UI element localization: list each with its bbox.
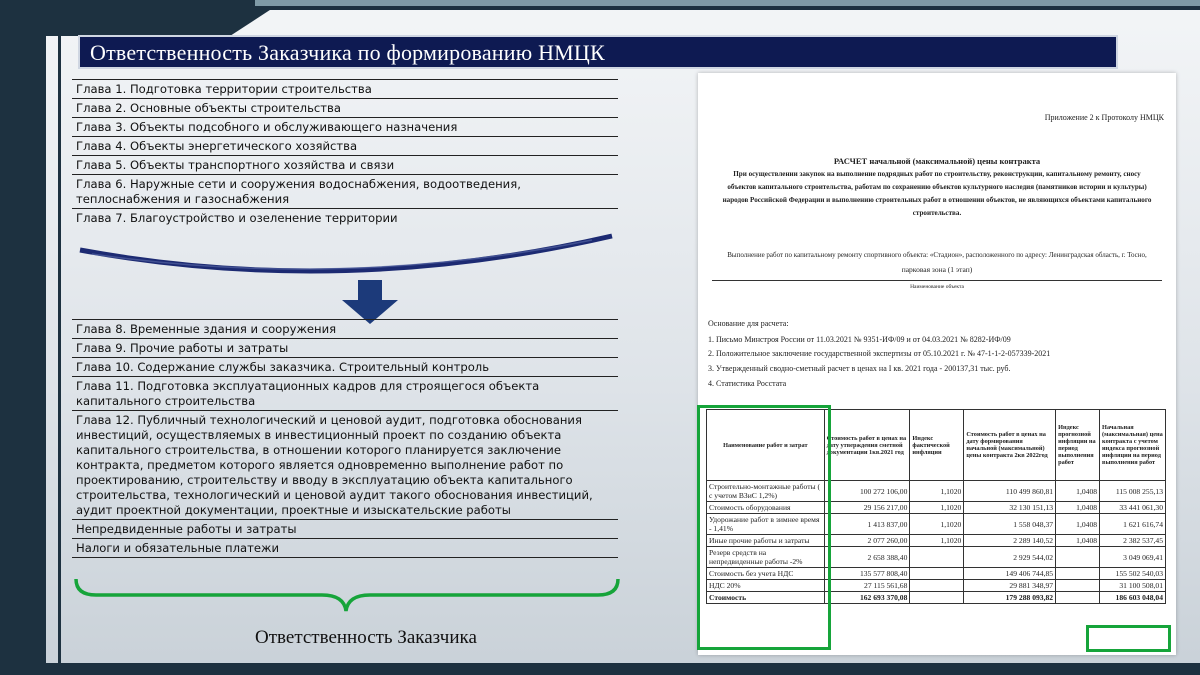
doc-object-caption: Наименование объекта (910, 284, 964, 290)
highlight-box-total (1086, 625, 1171, 652)
table-cell: НДС 20% (707, 580, 825, 592)
chapter-row: Глава 3. Объекты подсобного и обслуживающего назначения (72, 118, 618, 137)
chapter-row: Непредвиденные работы и затраты (72, 520, 618, 539)
table-cell: 2 289 140,52 (964, 535, 1056, 547)
table-cell: 115 008 255,13 (1100, 481, 1166, 502)
table-header-cell: Начальная (максимальная) цена контракта с учетом индекса прогнозной инфляции на период выполнения работ (1100, 410, 1166, 481)
table-cell: 110 499 860,81 (964, 481, 1056, 502)
table-cell: 2 929 544,02 (964, 547, 1056, 568)
doc-subheading-line: объектов капитального строительства, работам по сохранению объектов культурного наследия (памятников истории и культуры) (727, 183, 1147, 191)
table-cell: 1,0408 (1056, 514, 1100, 535)
doc-subheading-line: народов Российской Федерации и выполнению строительных работ в отношении объектов, не являющихся объектами капитального (722, 196, 1152, 204)
table-header-cell: Индекс фактической инфляции (910, 410, 964, 481)
chapter-row: Глава 6. Наружные сети и сооружения водоснабжения, водоотведения, теплоснабжения и газоснабжения (72, 175, 618, 209)
table-cell: 162 693 370,08 (824, 592, 910, 604)
doc-divider (712, 280, 1162, 281)
table-cell: 2 077 260,00 (824, 535, 910, 547)
chapter-row: Глава 11. Подготовка эксплуатационных кадров для строящегося объекта капитального строительства (72, 377, 618, 411)
table-header-cell: Стоимость работ в ценах на дату утверждения сметной документации 1кв.2021 год (824, 410, 910, 481)
doc-subheading-line: строительства. (912, 209, 962, 217)
table-cell: 33 441 061,30 (1100, 502, 1166, 514)
table-cell: 1,1020 (910, 535, 964, 547)
table-cell: 2 382 537,45 (1100, 535, 1166, 547)
table-cell: Резерв средств на непредвиденные работы -2% (707, 547, 825, 568)
doc-basis-item: 2. Положительное заключение государственной экспертизы от 05.10.2021 г. № 47-1-1-2-057339-2021 (708, 349, 1051, 358)
table-cell: 186 603 048,04 (1100, 592, 1166, 604)
table-cell: Стоимость без учета НДС (707, 568, 825, 580)
left-line (58, 0, 61, 675)
table-cell: 29 881 348,97 (964, 580, 1056, 592)
chapter-row: Глава 2. Основные объекты строительства (72, 99, 618, 118)
doc-basis-title: Основание для расчета: (708, 319, 789, 328)
chapter-row: Глава 1. Подготовка территории строительства (72, 79, 618, 99)
table-cell: 179 288 093,82 (964, 592, 1056, 604)
chapter-row: Глава 10. Содержание службы заказчика. Строительный контроль (72, 358, 618, 377)
doc-object-line: парковая зона (1 этап) (901, 265, 973, 274)
table-header-cell: Стоимость работ в ценах на дату формирования начальной (максимальной) цены контракта 2кв 2022год (964, 410, 1056, 481)
table-cell: 3 049 069,41 (1100, 547, 1166, 568)
table-cell (910, 568, 964, 580)
table-cell (910, 592, 964, 604)
chapter-row: Глава 12. Публичный технологический и ценовой аудит, подготовка обоснования инвестиций, осуществляемых в инвестиционный проект по созданию объекта капитального строительства, в отношении которого планируется заключение контракта, предметом которого является одновременно выполнение работ по проектированию, строительству и вводу в эксплуатацию объекта капитального строительства, технологический и ценовой аудит такого обоснования инвестиций, аудит проектной документации, проектные и изыскательские работы (72, 411, 618, 520)
doc-basis-item: 3. Утвержденный сводно-сметный расчет в ценах на I кв. 2021 года - 200137,31 тыс. руб. (708, 364, 1011, 373)
arrow-down-icon (340, 280, 400, 324)
responsibility-label: Ответственность Заказчика (255, 627, 477, 648)
swoosh-arc (72, 228, 632, 288)
chapter-row: Глава 9. Прочие работы и затраты (72, 339, 618, 358)
table-cell (910, 547, 964, 568)
doc-basis-item: 4. Статистика Росстата (708, 379, 787, 388)
doc-basis-item: 1. Письмо Минстроя России от 11.03.2021 № 9351-ИФ/09 и от 04.03.2021 № 8282-ИФ/09 (708, 335, 1011, 344)
top-accent-bar (255, 0, 1200, 6)
chapters-list-bottom (72, 319, 618, 558)
table-cell (910, 580, 964, 592)
table-cell: 100 272 106,00 (824, 481, 910, 502)
table-cell: 135 577 808,40 (824, 568, 910, 580)
table-cell: 1,0408 (1056, 502, 1100, 514)
doc-heading: РАСЧЕТ начальной (максимальной) цены контракта (833, 156, 1041, 166)
table-header-cell: Наименование работ и затрат (707, 410, 825, 481)
table-cell: 29 156 217,00 (824, 502, 910, 514)
chapter-row: Налоги и обязательные платежи (72, 539, 618, 558)
table-cell: 1,1020 (910, 514, 964, 535)
chapter-row: Глава 5. Объекты транспортного хозяйства и связи (72, 156, 618, 175)
table-cell: Иные прочие работы и затраты (707, 535, 825, 547)
table-cell: 1 621 616,74 (1100, 514, 1166, 535)
slide-title-bar (78, 35, 1118, 69)
table-cell: 31 100 508,01 (1100, 580, 1166, 592)
chapter-row: Глава 8. Временные здания и сооружения (72, 319, 618, 339)
table-cell: 1,1020 (910, 481, 964, 502)
chapter-row: Глава 7. Благоустройство и озеленение территории (76, 211, 398, 225)
doc-object-line: Выполнение работ по капитальному ремонту спортивного объекта: «Стадион», расположенного по адресу: Ленинградская область, г. Тосно, (727, 251, 1147, 259)
doc-subheading-line: При осуществлении закупок на выполнение подрядных работ по строительству, реконструкции, капитальному ремонту, сносу (733, 170, 1141, 178)
bottom-bar (0, 663, 1200, 675)
chapter-row: Глава 4. Объекты энергетического хозяйства (72, 137, 618, 156)
table-cell (1056, 592, 1100, 604)
left-bar (0, 0, 46, 675)
slide-title: Ответственность Заказчика по формированию НМЦК (90, 40, 605, 65)
curly-brace-icon (72, 575, 622, 615)
table-cell: Удорожание работ в зимнее время - 1,41% (707, 514, 825, 535)
table-cell: 27 115 561,68 (824, 580, 910, 592)
table-cell (1056, 580, 1100, 592)
table-cell (1056, 547, 1100, 568)
table-cell: 32 130 151,13 (964, 502, 1056, 514)
table-header-cell: Индекс прогнозной инфляции на период выполнения работ (1056, 410, 1100, 481)
table-cell: Стоимость оборудования (707, 502, 825, 514)
table-cell: Строительно-монтажные работы ( с учетом ВЗиС 1,2%) (707, 481, 825, 502)
chapters-list-top (72, 79, 618, 227)
table-cell: 1,0408 (1056, 535, 1100, 547)
highlight-box-costs (697, 405, 831, 650)
table-cell: 149 406 744,85 (964, 568, 1056, 580)
table-cell: 1 413 837,00 (824, 514, 910, 535)
table-cell: 1 558 048,37 (964, 514, 1056, 535)
table-cell: Стоимость (707, 592, 825, 604)
appendix-note: Приложение 2 к Протоколу НМЦК (1044, 113, 1164, 122)
table-cell (1056, 568, 1100, 580)
table-cell: 2 658 388,40 (824, 547, 910, 568)
table-cell: 155 502 540,03 (1100, 568, 1166, 580)
table-cell: 1,1020 (910, 502, 964, 514)
table-cell: 1,0408 (1056, 481, 1100, 502)
